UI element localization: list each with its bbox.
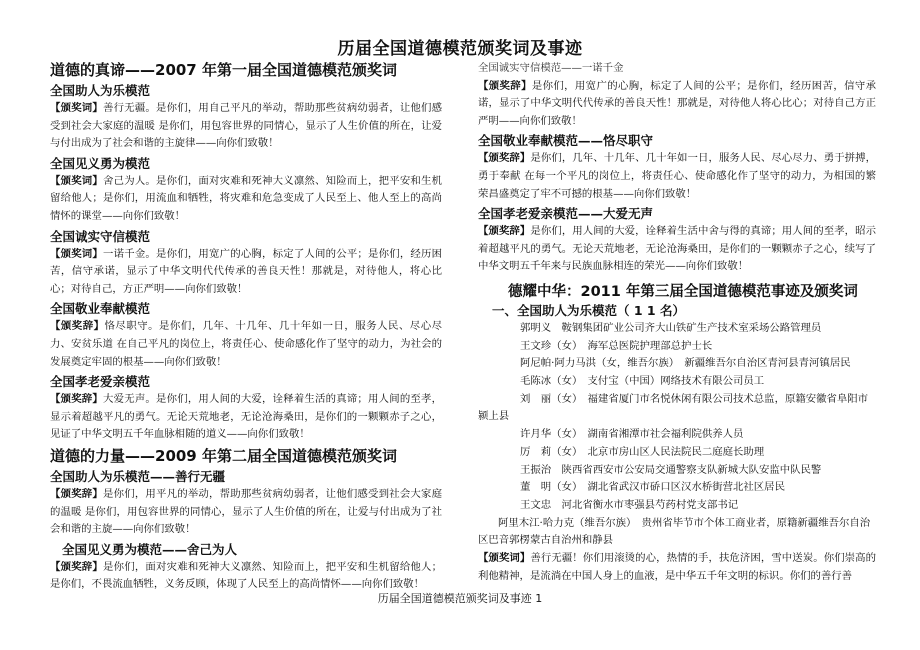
award-tag: 【颁奖辞】	[50, 487, 104, 500]
list-item: 董 明（女） 湖北省武汉市硚口区汉水桥街营北社区居民	[520, 481, 785, 494]
award-text: 善行无疆！你们用滚烫的心，热情的手，扶危济困，雪中送炭。你们崇高的利他精神，是流淌在中国人身上的血液，是中华五千年文明的标识。你们的善行善	[478, 552, 877, 582]
section-heading-2011: 德耀中华：2011 年第三届全国道德模范事迹及颁奖词	[508, 283, 858, 300]
list-item: 阿里木江·哈力克（维吾尔族） 贵州省毕节市个体工商业者，原籍新疆维吾尔自治区巴音郭楞蒙古自治州和静县	[478, 516, 871, 547]
award-text: 是你们，几年、十几年、几十年如一日，服务人民、尽心尽力、勇于拼搏，勇于奉献 在每一个平凡的岗位上，将责任心、使命感化作了坚守的动力，为相国的繁荣昌盛奠定了牢不可撼的根基——向你们致敬！	[478, 152, 877, 200]
award-tag: 【颁奖辞】	[478, 225, 531, 238]
section-heading-2009: 道德的力量——2009 年第二届全国道德模范颁奖词	[50, 446, 397, 465]
award-tag: 【颁奖辞】	[478, 152, 531, 165]
list-item: 郭明义 鞍钢集团矿业公司齐大山铁矿生产技术室采场公路管理员	[520, 321, 822, 334]
award-tag: 【颁奖词】	[50, 174, 104, 187]
list-item: 王文珍（女） 海军总医院护理部总护士长	[520, 339, 713, 352]
subheading-filial-model: 全国孝老爱亲模范	[50, 374, 151, 390]
award-text: 恪尽职守。是你们，几年、十几年、几十年如一日，服务人民、尽心尽力、安贫乐道 在自己平凡的岗位上，将责任心、使命感化作了坚守的动力，为社会的发展奠定牢固的根基——向你们致敬！	[50, 320, 442, 368]
honest-model-line: 全国诚实守信模范——一诺千金	[478, 62, 624, 74]
award-text: 是你们，面对灾难和死神大义凛然、知险而上，把平安和生机留给他人；是你们，不畏流血牺牲，义务反顾，体现了人民至上的高尚情怀——向你们致敬！	[50, 560, 443, 591]
list-item: 阿尼帕·阿力马洪（女，维吾尔族） 新疆维吾尔自治区青河县青河镇居民	[520, 357, 851, 370]
award-text: 是你们，用人间的大爱，诠释着生活中舍与得的真谛；用人间的至孝，昭示着超越平凡的勇气。无论天荒地老，无论沧海桑田，是你们的一颗颗赤子之心，续写了中华文明五千年来与民族血脉相连的荣光——向你们致敬！	[478, 225, 877, 273]
list-item: 厉 莉（女） 北京市房山区人民法院民二庭庭长助理	[520, 445, 765, 458]
page-title: 历届全国道德模范颁奖词及事迹	[337, 39, 583, 59]
page-footer: 历届全国道德模范颁奖词及事迹 1	[377, 592, 543, 605]
award-text: 是你们，用平凡的举动，帮助那些贫病幼弱者，让他们感受到社会大家庭的温暖 是你们，用包容世界的同情心，显示了人生价值的所在，让爱与付出成为了社会和谐的主旋——向你们致敬！	[50, 487, 443, 536]
award-paragraph	[50, 318, 442, 371]
list-item: 王振治 陕西省西安市公安局交通警察支队新城大队安监中队民警	[520, 463, 822, 476]
award-tag: 【颁奖辞】	[50, 393, 104, 406]
list-item: 刘 丽（女） 福建省厦门市名悦休闲有限公司技术总监，原籍安徽省阜阳市颍上县	[478, 392, 869, 423]
subheading-brave-model: 全国见义勇为模范	[50, 155, 151, 171]
award-text: 大爱无声。是你们，用人间的大爱，诠释着生活的真谛；用人间的至孝，显示着超越平凡的勇气。无论天荒地老，无论沧海桑田，是你们的一颗颗赤子之心，见证了中华文明五千年血脉相随的道义——向你们致敬！	[50, 393, 443, 441]
award-paragraph	[50, 173, 442, 226]
award-tag: 【颁奖词】	[50, 247, 104, 260]
subheading-honest-model: 全国诚实守信模范	[50, 228, 151, 244]
award-paragraph	[50, 246, 442, 299]
award-text: 是你们，用宽广的心胸，标定了人间的公平；是你们，经历困苦，信守承诺，显示了中华文明代代传承的善良天性！那就是，对待他人将心比心；对待自己方正严明——向你们致敬！	[478, 79, 877, 127]
award-text: 善行无疆。是你们，用自己平凡的举动，帮助那些贫病幼弱者，让他们感受到社会大家庭的温暖 是你们，用包容世界的同情心，显示了人生价值的所在，让爱与付出成为了社会和谐的主旋律——向你们致敬！	[50, 102, 443, 150]
award-paragraph	[478, 223, 876, 276]
subheading-filial-model-2009: 全国孝老爱亲模范——大爱无声	[478, 206, 654, 222]
list-item: 毛陈冰（女） 支付宝（中国）网络技术有限公司员工	[520, 375, 765, 388]
award-paragraph	[478, 550, 876, 585]
award-text: 一诺千金。是你们，用宽广的心胸，标定了人间的公平；是你们，经历困苦，信守承诺，显示了中华文明代代传承的善良天性！那就是，对待他人，将心比心；对待自己，方正严明——向你们致敬！	[50, 247, 443, 295]
award-tag: 【颁奖词】	[478, 552, 531, 565]
subheading-brave-model-2009: 全国见义勇为模范——舍己为人	[62, 541, 238, 557]
subheading-work-model-2009: 全国敬业奉献模范——恪尽职守	[478, 133, 654, 149]
award-paragraph	[50, 100, 442, 153]
award-tag: 【颁奖辞】	[478, 79, 532, 92]
section-heading-2007: 道德的真谛——2007 年第一届全国道德模范颁奖词	[50, 61, 397, 79]
award-text: 舍己为人。是你们，面对灾难和死神大义凛然、知险而上，把平安和生机留给他人；是你们，用流血和牺牲，将灾难和危急变成了人民至上、他人至上的高尚情怀的课堂——向你们致敬！	[50, 174, 443, 222]
subheading-helper-model-2009: 全国助人为乐模范——善行无疆	[50, 468, 226, 484]
list-item: 王文忠 河北省衡水市枣强县芍药村党支部书记	[520, 498, 739, 511]
award-tag: 【颁奖辞】	[50, 560, 104, 573]
award-paragraph	[478, 78, 876, 131]
award-paragraph	[50, 486, 442, 539]
award-tag: 【颁奖辞】	[50, 320, 105, 333]
subheading-work-model: 全国敬业奉献模范	[50, 301, 151, 317]
subheading-helper-list: 一、全国助人为乐模范（ 1 1 名）	[492, 302, 685, 318]
left-column	[50, 60, 442, 594]
award-tag: 【颁奖词】	[50, 102, 104, 114]
award-paragraph	[478, 150, 876, 203]
award-paragraph	[50, 559, 442, 594]
right-column	[478, 60, 876, 585]
award-paragraph	[50, 391, 442, 444]
subheading-helper-model: 全国助人为乐模范	[50, 83, 151, 98]
list-item: 许月华（女） 湖南省湘潭市社会福利院供养人员	[520, 428, 744, 441]
